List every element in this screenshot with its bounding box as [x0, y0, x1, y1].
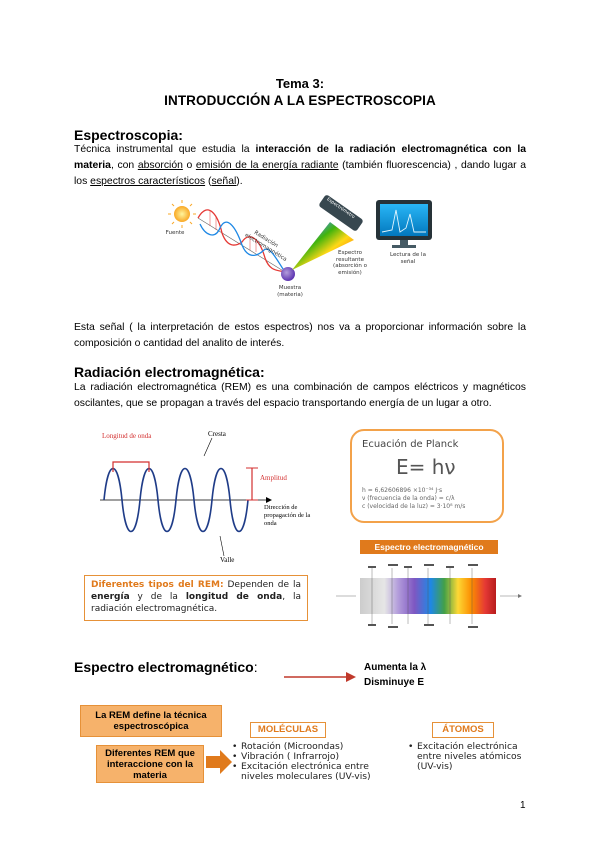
planck-equation: E= hν: [396, 455, 456, 479]
planck-c: c (velocidad de la luz) = 3·10⁸ m/s: [362, 503, 466, 510]
section-heading-espectroscopia: Espectroscopia:: [74, 127, 183, 143]
planck-h: h = 6,62606896 ×10⁻³⁴ J·s: [362, 487, 443, 494]
atomos-label: ÁTOMOS: [432, 722, 494, 738]
label-radiacion: Radiación electromagnética: [243, 229, 288, 263]
diferentes-rem-box: Diferentes REM que interaccione con la materia: [96, 745, 204, 783]
list-item: • Rotación (Microondas): [232, 742, 392, 752]
label-valle: Valle: [220, 556, 235, 564]
label-fuente: Fuente: [165, 230, 185, 236]
paragraph-senal: Esta señal ( la interpretación de estos espectros) nos va a proporcionar información sobre la composición o cantidad del analito de interés.: [74, 322, 526, 349]
paragraph-radiacion: La radiación electromagnética (REM) es una combinación de campos eléctricos y magnéticos oscilantes, que se propagan a través del espacio transportando energía de un lugar a otro.: [74, 382, 526, 409]
label-longitud: Longitud de onda: [102, 432, 152, 440]
list-item: • Excitación electrónica entre niveles moleculares (UV-vis): [232, 762, 392, 782]
section-heading-espectro: Espectro electromagnético:: [74, 659, 258, 675]
paragraph-espectroscopia: Técnica instrumental que estudia la interacción de la radiación electromagnética con la materia, con absorción o emisión de la energía radiante (también fluorescencia) , dando lugar a los espectros característicos (señal).: [74, 144, 526, 187]
orange-arrow-icon: [206, 750, 232, 774]
moleculas-list: [232, 742, 392, 782]
label-muestra: Muestra (materia): [277, 285, 303, 298]
label-direccion: Dirección de propagación de la onda: [264, 504, 311, 527]
section-heading-radiacion: Radiación electromagnética:: [74, 364, 265, 380]
page-title: INTRODUCCIÓN A LA ESPECTROSCOPIA: [164, 93, 436, 108]
atomos-list: [408, 742, 534, 772]
label-amplitud: Amplitud: [260, 474, 287, 482]
arrow-right: [284, 670, 356, 682]
rem-define-box: La REM define la técnica espectroscópica: [80, 705, 222, 737]
moleculas-label: MOLÉCULAS: [250, 722, 326, 738]
sun-icon: [168, 200, 196, 228]
spectrum-header: Espectro electromagnético: [360, 540, 498, 554]
label-lectura: Lectura de la señal: [390, 252, 426, 265]
planck-box: [350, 429, 504, 523]
label-espectrometro: Espectrómetro: [325, 197, 356, 221]
disminuye-e: Disminuye E: [364, 677, 425, 688]
tema-number: Tema 3:: [275, 76, 325, 91]
planck-title: Ecuación de Planck: [362, 439, 459, 450]
tipos-rem-box: Diferentes tipos del REM: Dependen de la energía y de la longitud de onda, la radiación electromagnética.: [84, 575, 308, 621]
spectroscopy-diagram: [160, 190, 460, 306]
planck-v: ν (frecuencia de la onda) = c/λ: [362, 495, 455, 502]
list-item: • Excitación electrónica entre niveles atómicos (UV-vis): [408, 742, 534, 772]
page-number: 1: [520, 800, 526, 811]
spectrum-band: [332, 560, 522, 630]
aumenta-lambda: Aumenta la λ: [364, 662, 427, 673]
list-item: • Vibración ( Infrarrojo): [232, 752, 392, 762]
label-espectro: Espectro resultante (absorción o emisión): [333, 250, 367, 276]
label-cresta: Cresta: [208, 430, 226, 438]
monitor-icon: [376, 200, 432, 248]
wave-diagram: [94, 428, 326, 568]
